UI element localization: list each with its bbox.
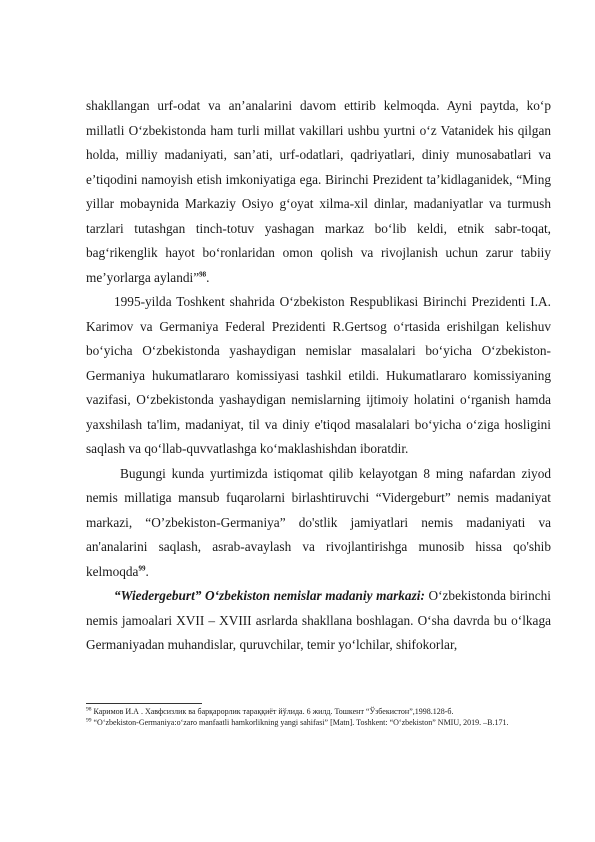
paragraph-4: “Wiedergeburt” O‘zbekiston nemislar madaniy markazi: O‘zbekistonda birinchi nemis jamoalari XVII – XVIII asrlarda shakllana boshlagan. O‘sha davrda bu o‘lkaga Germaniyadan muhandislar, quruvchilar, temir yo‘lchilar, shifokorlar, bbox=[86, 588, 551, 652]
footnote-ref-98[interactable]: 98 bbox=[199, 270, 207, 279]
paragraph-3: Bugungi kunda yurtimizda istiqomat qilib kelayotgan 8 ming nafardan ziyod nemis millatiga mansub fuqarolarni birlashtiruvchi “Vidergeburt” nemis madaniyat markazi, “O’zbekiston-Germaniya” do'stlik jamiyatlari nemis madaniyati va an'analarini saqlash, asrab-avaylash va rivojlantirishga munosib hissa qo'shib kelmoqda$^{99}$. bbox=[86, 465, 551, 579]
paragraph-1: shakllangan urf-odat va an’analarini davom ettirib kelmoqda. Ayni paytda, ko‘p millatli O‘zbekistonda ham turli millat vakillari ushbu yurtni o‘z Vatanidek his qilgan holda, milliy madaniyati, san’ati, urf-odatlari, qadriyatlari, diniy munosabatlari va e’tiqodini namoyish etish imkoniyatiga ega. Birinchi Prezident ta’kidlaganidek, “Ming yillar mobaynida Markaziy Osiyo g‘oyat xilma-xil dinlar, madaniyatlar va turmush tarzlari tutashgan tinch-totuv yashagan markaz bo‘lib keldi, etnik sabr-toqat, bag‘rikenglik hayot bo‘ronlaridan omon qolish va rivojlanish uchun zarur tabiiy me’yorlarga aylandi”$^{98}$. bbox=[86, 98, 551, 285]
paragraph-2: 1995-yilda Toshkent shahrida O‘zbekiston Respublikasi Birinchi Prezidenti I.A. Karimov va Germaniya Federal Prezidenti R.Gertsog o‘rtasida erishilgan kelishuv bo‘yicha O‘zbekistonda yashaydigan nemislar masalalari bo‘yicha O‘zbekiston-Germaniya hukumatlararo komissiyasi tashkil etildi. Hukumatlararo komissiyaning vazifasi, O‘zbekistonda yashaydigan nemislarning ijtimoiy holatini o‘rganish hamda yaxshilash ta'lim, madaniyat, til va diniy e'tiqod masalalari bo‘yicha o‘ziga hosligini saqlash va qo‘llab-quvvatlashga ko‘maklashishdan iboratdir. bbox=[86, 294, 551, 456]
footnote-separator bbox=[86, 703, 202, 704]
section-heading: “Wiedergeburt” O‘zbekiston nemislar madaniy markazi: bbox=[114, 588, 425, 603]
document-body bbox=[86, 94, 551, 658]
footnote-98: $^{98}$ Каримов И.А . Хавфсизлик ва барқарорлик тараққиёт йўлида. 6 жилд. Тошкент “Ўзбекистон”,1998.128-б. bbox=[86, 706, 454, 716]
footnote-ref-99[interactable]: 99 bbox=[138, 564, 146, 573]
footnotes bbox=[86, 703, 551, 728]
footnote-99: $^{99}$ “O‘zbekiston-Germaniya:o‘zaro manfaatli hamkorlikning yangi sahifasi” [Matn]. Toshkent: “O‘zbekiston” NMIU, 2019. –B.171. bbox=[86, 716, 509, 727]
